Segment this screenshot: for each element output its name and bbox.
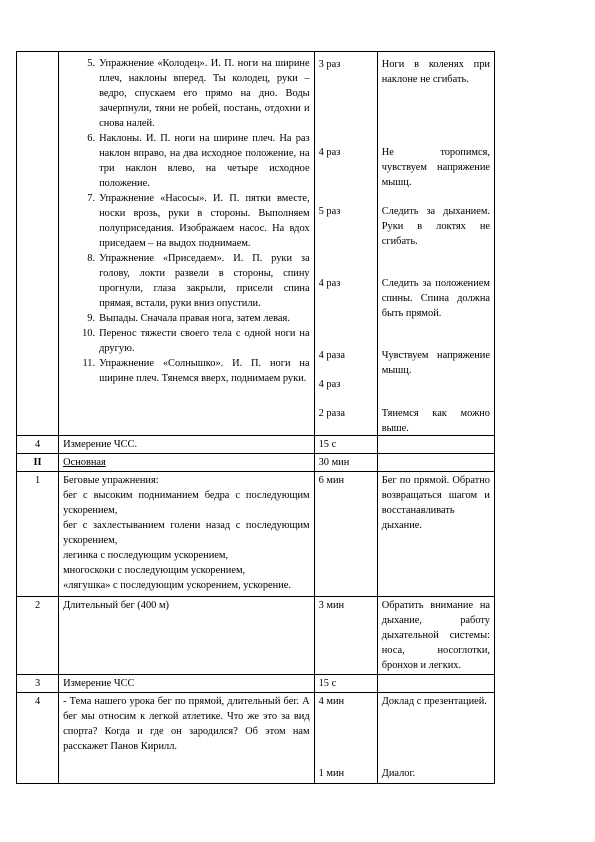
dose-text: 4 раз [318, 379, 341, 390]
row-number: 1 [17, 472, 59, 597]
note-text: Обратить внимание на дыхание, работу дыхательной системы: носа, носоглотки, бронхов и легких. [377, 597, 494, 675]
notes-column [377, 693, 494, 784]
list-item: «лягушка» с последующим ускорением, ускорение. [63, 580, 291, 591]
dose-text: 15 с [314, 436, 377, 454]
note-text: Следить за дыханием. Руки в локтях не сгибать. [381, 206, 490, 247]
table-row [17, 436, 495, 454]
note-text: Не торопимся, чувствуем напряжение мышц. [381, 147, 490, 188]
note-text: Бег по прямой. Обратно возвращаться шагом и восстанавливать дыхание. [377, 472, 494, 597]
list-item: 11. Упражнение «Солнышко». И. П. ноги на ширине плеч. Тянемся вверх, поднимаем руки. [82, 358, 310, 384]
row-content [59, 472, 315, 597]
row-number: 2 [17, 597, 59, 675]
table-row [17, 472, 495, 597]
list-item: 6. Наклоны. И. П. ноги на ширине плеч. На раз наклон вправо, на два исходное положение, на три наклон влево, на четыре исходное положение. [87, 133, 310, 189]
section-row [17, 454, 495, 472]
list-item: 7. Упражнение «Насосы». И. П. пятки вместе, носки врозь, руки в стороны. Выполняем полуприседания. Изображаем насос. На вдох приседаем – на выдох поднимаем. [87, 193, 310, 249]
dose-text: 1 мин [318, 768, 345, 779]
row-number [17, 52, 59, 436]
row-content: - Тема нашего урока бег по прямой, длительный бег. А бег мы относим к легкой атлетике. Что же это за вид спорта? Когда и где он зародился? Об этом нам расскажет Панов Кирилл. [59, 693, 315, 784]
note-text [377, 454, 494, 472]
dose-text: 2 раза [318, 408, 345, 419]
section-title: Основная [59, 454, 315, 472]
note-text [377, 436, 494, 454]
note-text: Доклад с презентацией. [381, 696, 487, 707]
dosage-column [314, 52, 377, 436]
row-title: Беговые упражнения: [63, 475, 159, 486]
note-text: Следить за положением спины. Спина должна быть прямой. [381, 278, 490, 319]
note-text: Чувствуем напряжение мышц. [381, 350, 490, 376]
list-item: многоскоки с последующим ускорением, [63, 565, 246, 576]
row-number: 4 [17, 436, 59, 454]
row-number: 3 [17, 675, 59, 693]
row-content: Измерение ЧСС. [59, 436, 315, 454]
section-number: II [17, 454, 59, 472]
notes-column [377, 52, 494, 436]
note-text: Диалог. [381, 768, 416, 779]
dose-text: 4 раз [318, 147, 341, 158]
list-item: 5. Упражнение «Колодец». И. П. ноги на ширине плеч, наклоны вперед. Ты колодец, руки – ведро, спускаем его прямо на дно. Воды зачерпнули, тяни не робей, постань, отдохни и снова налей. [87, 58, 310, 129]
dose-text: 5 раз [318, 206, 341, 217]
dose-text: 3 мин [314, 597, 377, 675]
lesson-plan-table [16, 51, 495, 784]
dose-text: 4 раз [318, 278, 341, 289]
note-text: Ноги в коленях при наклоне не сгибать. [381, 59, 490, 85]
row-content: Измерение ЧСС [59, 675, 315, 693]
row-content: Длительный бег (400 м) [59, 597, 315, 675]
note-text [377, 675, 494, 693]
list-item: бег с высоким подниманием бедра с последующим ускорением, [63, 490, 310, 516]
list-item: легинка с последующим ускорением, [63, 550, 229, 561]
list-item: 8. Упражнение «Приседаем». И. П. руки за голову, локти развели в стороны, спину прогнули, глаза закрыли, присели спина прямая, встали, руки вниз опустили. [87, 253, 310, 309]
table-row [17, 675, 495, 693]
dose-text: 6 мин [314, 472, 377, 597]
list-item: 9. Выпады. Сначала правая нога, затем левая. [87, 313, 290, 324]
dose-text: 4 мин [318, 696, 345, 707]
table-row [17, 52, 495, 436]
dose-text: 4 раза [318, 350, 345, 361]
dose-text: 30 мин [314, 454, 377, 472]
table-row [17, 693, 495, 784]
table-row [17, 597, 495, 675]
dose-text: 3 раз [318, 59, 341, 70]
exercise-list [59, 52, 315, 436]
list-item: бег с захлестыванием голени назад с последующим ускорением, [63, 520, 310, 546]
row-number: 4 [17, 693, 59, 784]
dosage-column [314, 693, 377, 784]
dose-text: 15 с [314, 675, 377, 693]
list-item: 10. Перенос тяжести своего тела с одной ноги на другую. [82, 328, 310, 354]
note-text: Тянемся как можно выше. [381, 408, 490, 434]
